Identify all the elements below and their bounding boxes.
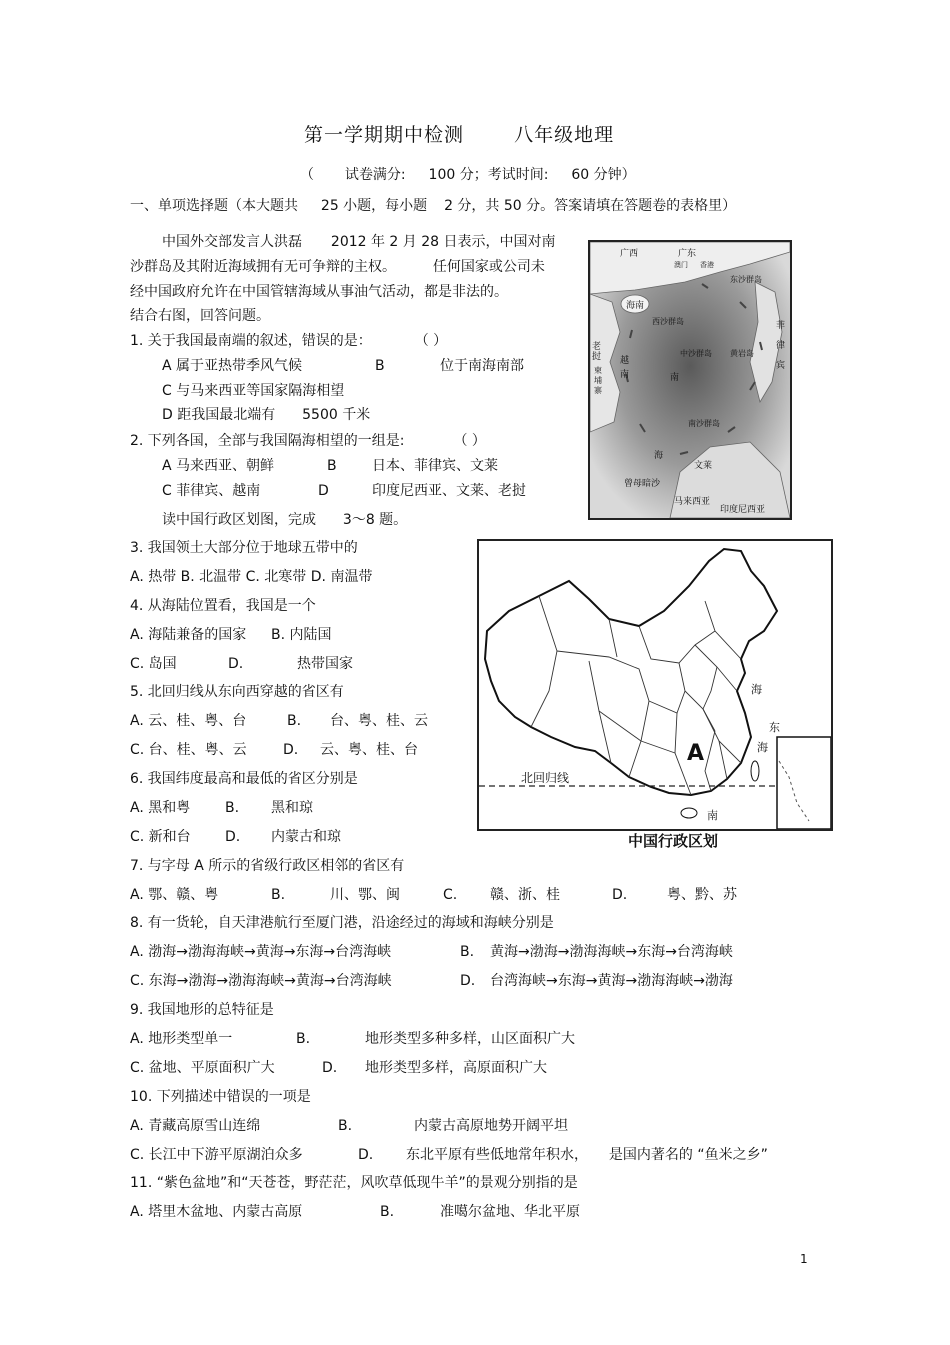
- label-laowo: 老挝: [592, 342, 602, 362]
- label-zhongsha: 中沙群岛: [680, 349, 712, 358]
- q5-option-b-letter: B.: [287, 713, 302, 729]
- q4-option-d: 热带国家: [297, 656, 353, 672]
- title-main: 第一学期期中检测: [304, 124, 465, 146]
- label-xianggang: 香港: [700, 261, 714, 269]
- q10-option-d: [406, 1145, 768, 1165]
- option-text: 是国内著名的 “鱼米之乡”: [608, 1147, 768, 1163]
- label-wenlai: 文莱: [694, 461, 713, 471]
- label-guangdong: 广东: [678, 249, 697, 259]
- question-11-stem: 11. “紫色盆地”和“天苍苍，野茫茫，风吹草低现牛羊”的景观分别指的是: [130, 1175, 578, 1191]
- q1-option-b: 位于南海南部: [440, 358, 524, 374]
- q4-option-a: A. 海陆兼备的国家: [130, 627, 247, 643]
- subtitle-time-label: 100 分；考试时间:: [428, 167, 549, 183]
- label-xisha: 西沙群岛: [652, 317, 684, 326]
- q6-option-d: 内蒙古和琼: [271, 829, 341, 845]
- label-feilvbin: 菲律宾: [776, 321, 786, 371]
- label-malaixiya: 马来西亚: [674, 497, 711, 507]
- label-jianpuzhai: 柬埔寨: [594, 366, 602, 395]
- page-number: 1: [800, 1252, 808, 1266]
- south-china-sea-map: [588, 240, 792, 520]
- subtitle-time-value: 60 分钟）: [571, 167, 636, 183]
- q11-option-a: A. 塔里木盆地、内蒙古高原: [130, 1204, 303, 1220]
- question-6-stem: 6. 我国纬度最高和最低的省区分别是: [130, 771, 358, 787]
- q9-option-a: A. 地形类型单一: [130, 1031, 233, 1047]
- q10-option-d-letter: D.: [358, 1147, 374, 1163]
- q11-option-b-letter: B.: [380, 1204, 395, 1220]
- q11-option-b: 准噶尔盆地、华北平原: [440, 1204, 580, 1220]
- question-9-stem: 9. 我国地形的总特征是: [130, 1002, 274, 1018]
- china-admin-map: [477, 539, 833, 831]
- q4-option-b: B. 内陆国: [271, 627, 332, 643]
- q5-option-d-letter: D.: [283, 742, 299, 758]
- option-text: 5500 千米: [302, 407, 371, 423]
- label-guangxi: 广西: [620, 249, 639, 259]
- q7-option-c-letter: C.: [443, 887, 458, 903]
- q9-option-b: 地形类型多种多样，山区面积广大: [365, 1031, 575, 1047]
- passage-text: 2012 年 2 月 28 日表示，中国对南: [330, 234, 556, 250]
- label-huanghai: 海: [751, 683, 762, 696]
- q9-option-d-letter: D.: [322, 1060, 338, 1076]
- passage-line: [130, 257, 545, 277]
- q7-option-d: 粤、黔、苏: [667, 887, 737, 903]
- q2-option-b: 日本、菲律宾、文莱: [372, 458, 498, 474]
- subtitle-paren: （: [300, 167, 314, 183]
- q5-option-c: C. 台、桂、粤、云: [130, 742, 247, 758]
- q9-option-c: C. 盆地、平原面积广大: [130, 1060, 275, 1076]
- question-8-stem: 8. 有一货轮，自天津港航行至厦门港，沿途经过的海域和海峡分别是: [130, 915, 554, 931]
- label-dongsha: 东沙群岛: [730, 275, 762, 284]
- passage-line: 结合右图，回答问题。: [130, 308, 270, 324]
- q7-option-c: 赣、浙、桂: [490, 887, 560, 903]
- q1-option-d: [162, 405, 370, 425]
- q4-option-c: C. 岛国: [130, 656, 177, 672]
- q6-option-b-letter: B.: [225, 800, 240, 816]
- q1-option-b-letter: B: [375, 358, 385, 374]
- q8-option-b: 黄海→渤海→渤海海峡→东海→台湾海峡: [490, 944, 733, 960]
- china-map-caption: 中国行政区划: [628, 832, 719, 850]
- q8-option-a: A. 渤海→渤海海峡→黄海→东海→台湾海峡: [130, 944, 392, 960]
- q8-option-d-letter: D.: [460, 973, 476, 989]
- question-2-stem: [130, 431, 486, 451]
- q2-option-d: 印度尼西亚、文莱、老挝: [372, 483, 526, 499]
- q9-option-d: 地形类型多样，高原面积广大: [365, 1060, 547, 1076]
- q10-option-b: 内蒙古高原地势开阔平坦: [414, 1118, 568, 1134]
- q6-option-d-letter: D.: [225, 829, 241, 845]
- label-hainan: 海南: [626, 301, 645, 311]
- label-aomen: 澳门: [674, 261, 688, 269]
- title-grade: 八年级地理: [514, 124, 615, 146]
- q2-option-d-letter: D: [318, 483, 329, 499]
- q5-option-a: A. 云、桂、粤、台: [130, 713, 247, 729]
- label-zengmu: 曾母暗沙: [624, 479, 661, 489]
- q10-option-a: A. 青藏高原雪山连绵: [130, 1118, 261, 1134]
- label-huangyan: 黄岩岛: [730, 349, 754, 358]
- question-10-stem: 10. 下列描述中错误的一项是: [130, 1089, 311, 1105]
- passage-line: [162, 232, 556, 252]
- stem-text: 2. 下列各国，全部与我国隔海相望的一组是:: [130, 433, 405, 449]
- label-yinni: 印度尼西亚: [720, 505, 766, 515]
- q8-option-d: 台湾海峡→东海→黄海→渤海海峡→渤海: [490, 973, 733, 989]
- label-donghai-hai: 海: [757, 741, 768, 754]
- option-text: 东北平原有些低地常年积水，: [406, 1147, 588, 1163]
- q7-option-b: 川、鄂、闽: [330, 887, 400, 903]
- q7-option-a: A. 鄂、赣、粤: [130, 887, 219, 903]
- q3-options: A. 热带 B. 北温带 C. 北寒带 D. 南温带: [130, 569, 373, 585]
- heading-part: 一、单项选择题（本大题共: [130, 198, 298, 214]
- q2-option-b-letter: B: [327, 458, 337, 474]
- question-7-stem: 7. 与字母 A 所示的省级行政区相邻的省区有: [130, 858, 405, 874]
- stem-text: 1. 关于我国最南端的叙述，错误的是：: [130, 333, 372, 349]
- answer-paren: （ ）: [453, 433, 486, 449]
- intro-text: 3～8 题。: [342, 512, 408, 528]
- q7-option-d-letter: D.: [612, 887, 628, 903]
- passage-text: 沙群岛及其附近海域拥有无可争辩的主权。: [130, 259, 396, 275]
- section-heading: [130, 196, 736, 216]
- q2-option-a: A 马来西亚、朝鲜: [162, 458, 275, 474]
- passage-text: 中国外交部发言人洪磊: [162, 234, 302, 250]
- q10-option-b-letter: B.: [338, 1118, 353, 1134]
- intro-3-8: [162, 510, 407, 530]
- q7-option-b-letter: B.: [271, 887, 286, 903]
- heading-part: 50 分。答案请填在答题卷的表格里）: [503, 198, 737, 214]
- q1-option-a: A 属于亚热带季风气候: [162, 358, 303, 374]
- label-donghai-dong: 东: [769, 721, 780, 734]
- q6-option-a: A. 黑和粤: [130, 800, 191, 816]
- answer-paren: （ ）: [414, 333, 448, 349]
- heading-part: 2 分，共: [444, 198, 500, 214]
- subtitle-score-label: 试卷满分:: [344, 167, 406, 183]
- q10-option-c: C. 长江中下游平原湖泊众多: [130, 1147, 303, 1163]
- exam-title: [304, 120, 614, 147]
- question-3-stem: 3. 我国领土大部分位于地球五带中的: [130, 540, 358, 556]
- intro-text: 读中国行政区划图，完成: [162, 512, 316, 528]
- q5-option-d: 云、粤、桂、台: [320, 742, 418, 758]
- q9-option-b-letter: B.: [296, 1031, 311, 1047]
- tropic-of-cancer-label: 北回归线: [521, 771, 570, 785]
- question-5-stem: 5. 北回归线从东向西穿越的省区有: [130, 684, 344, 700]
- q6-option-c: C. 新和台: [130, 829, 191, 845]
- q8-option-b-letter: B.: [460, 944, 475, 960]
- label-yuenan: 越南: [620, 356, 630, 380]
- q6-option-b: 黑和琼: [271, 800, 313, 816]
- exam-subtitle: [300, 165, 636, 185]
- q8-option-c: C. 东海→渤海→渤海海峡→黄海→台湾海峡: [130, 973, 392, 989]
- label-nan: 南: [670, 373, 680, 383]
- q2-option-c: C 菲律宾、越南: [162, 483, 261, 499]
- province-a-marker: A: [687, 741, 705, 766]
- q5-option-b: 台、粤、桂、云: [330, 713, 428, 729]
- q1-option-c: C 与马来西亚等国家隔海相望: [162, 383, 345, 399]
- passage-line: 经中国政府允许在中国管辖海域从事油气活动，都是非法的。: [130, 284, 508, 300]
- question-1-stem: [130, 331, 447, 351]
- label-hai: 海: [654, 451, 664, 461]
- passage-text: 任何国家或公司未: [432, 259, 545, 275]
- label-nanhai: 南: [707, 809, 718, 822]
- question-4-stem: 4. 从海陆位置看，我国是一个: [130, 598, 316, 614]
- option-text: D 距我国最北端有: [162, 407, 276, 423]
- label-nansha: 南沙群岛: [688, 419, 720, 428]
- heading-part: 25 小题，每小题: [320, 198, 428, 214]
- q4-option-d-letter: D.: [228, 656, 244, 672]
